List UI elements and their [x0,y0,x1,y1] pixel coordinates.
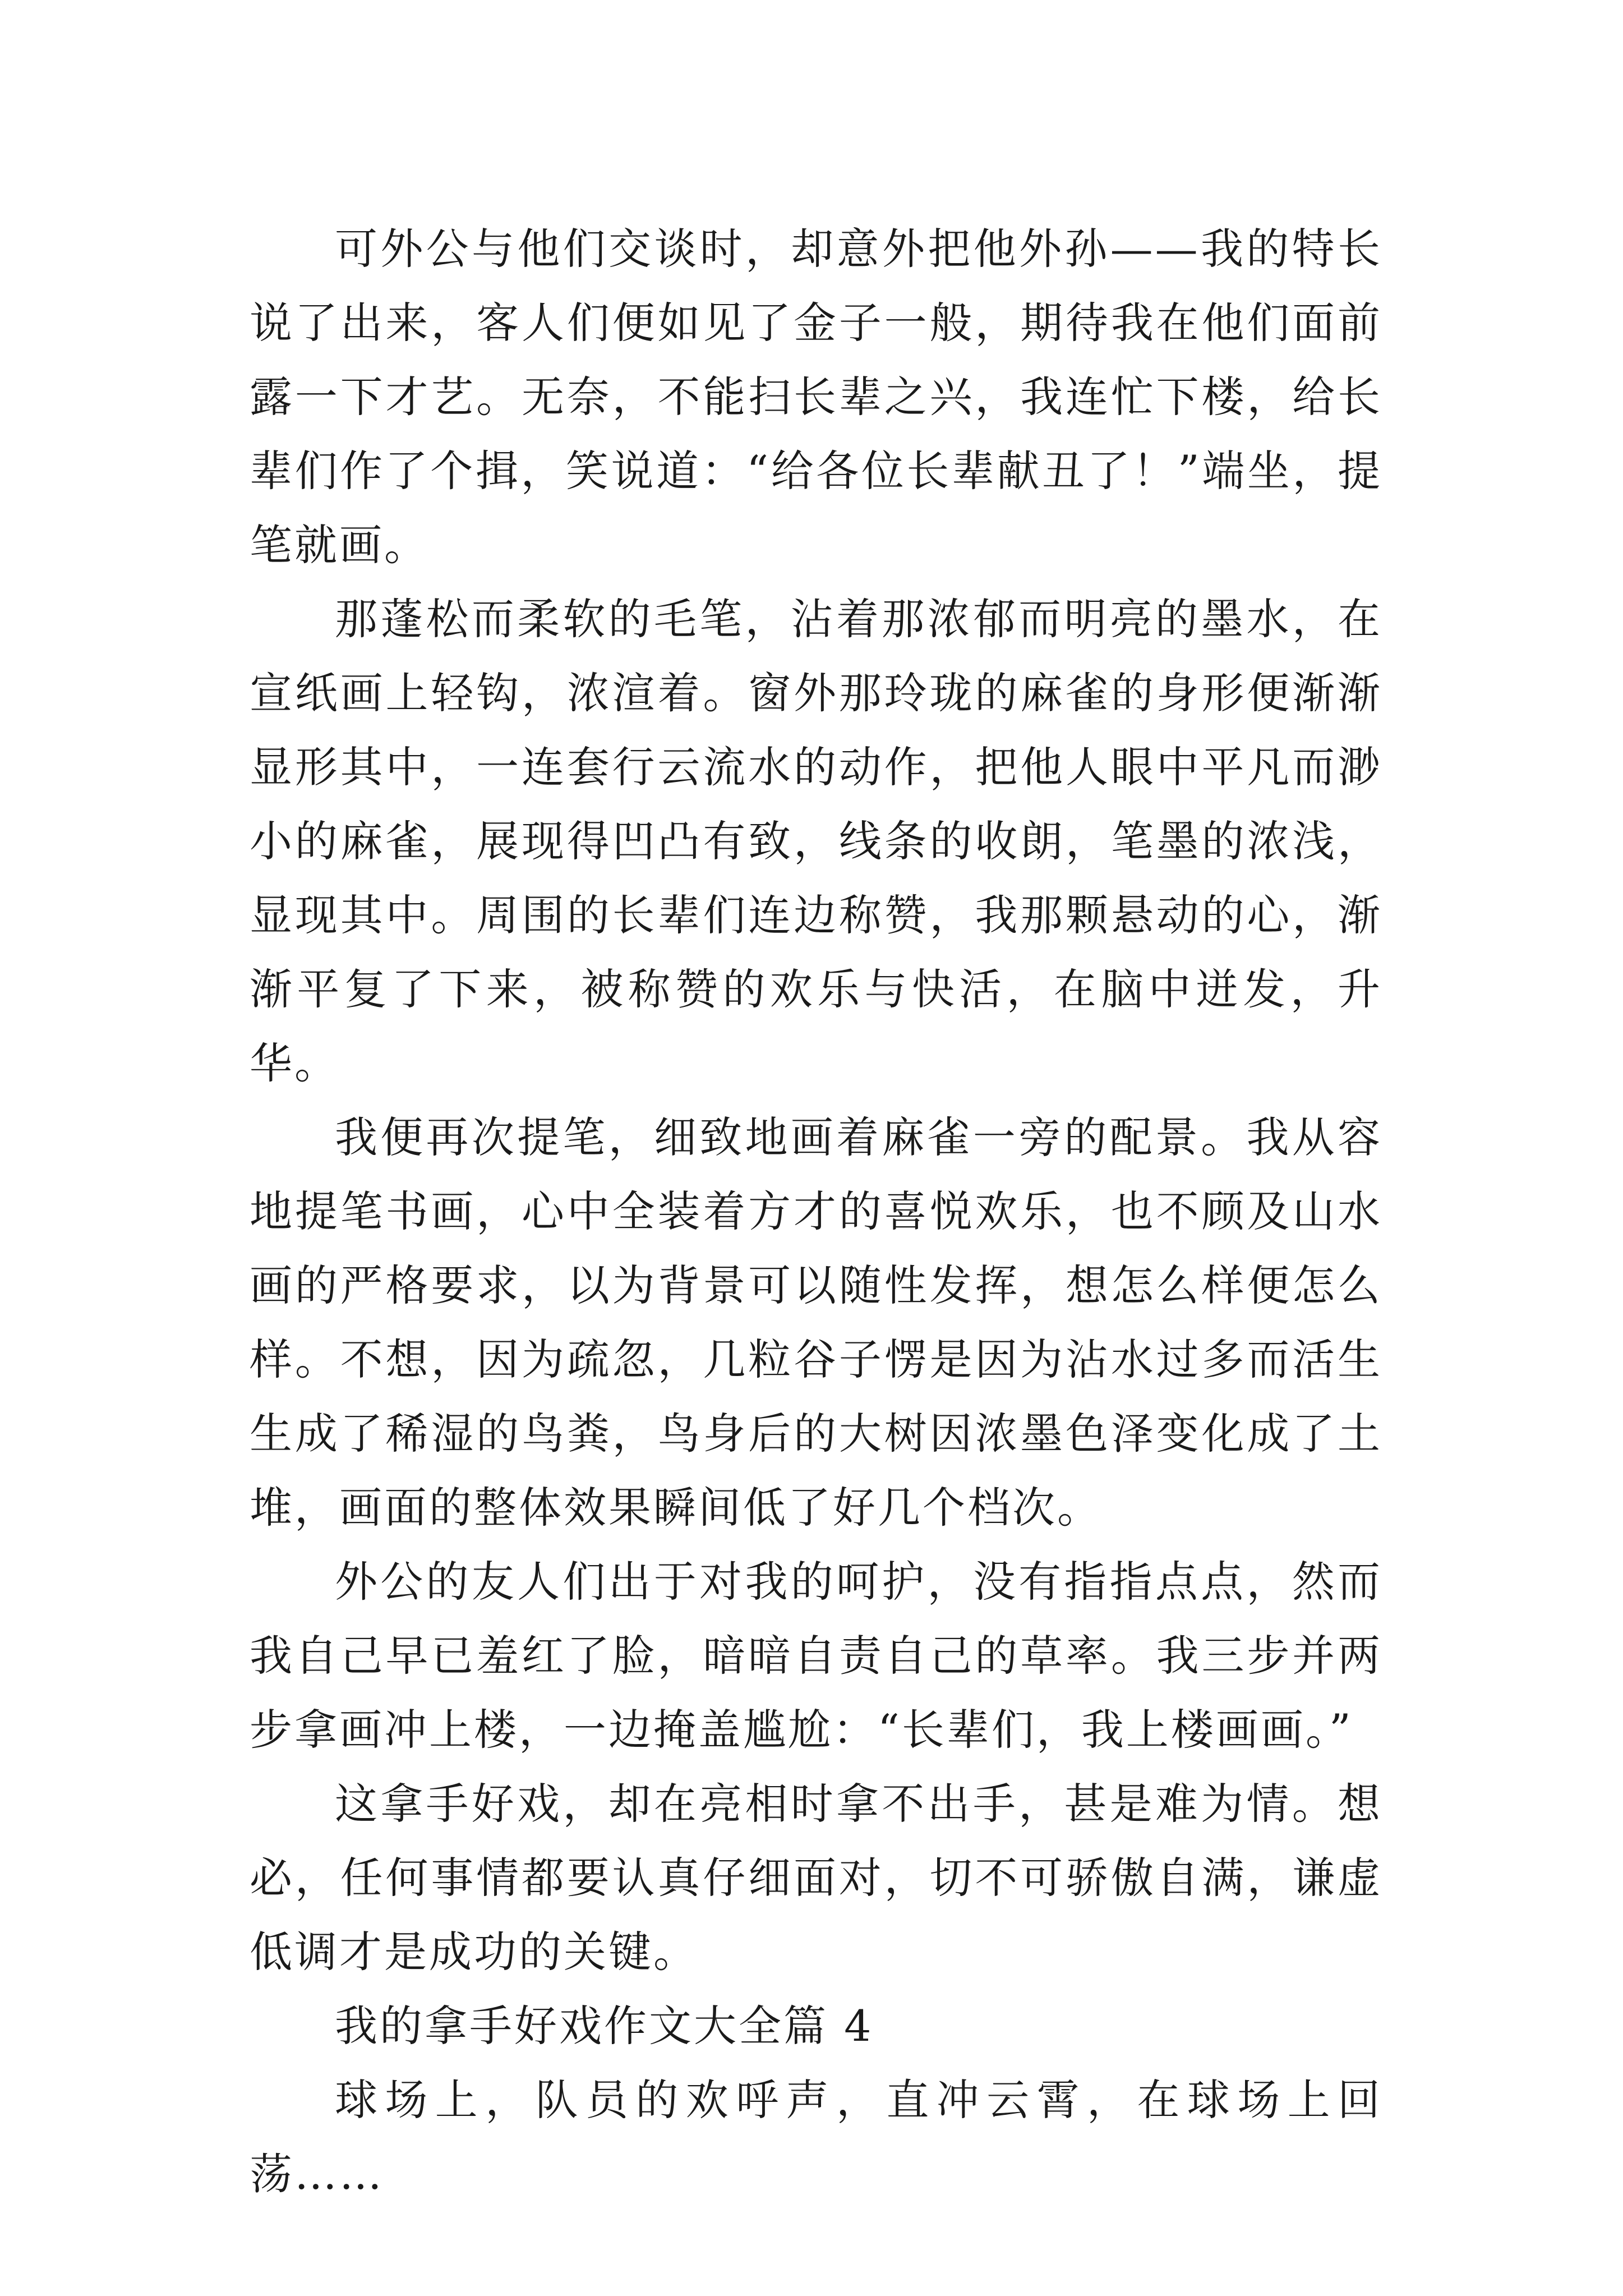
paragraph: 那蓬松而柔软的毛笔，沾着那浓郁而明亮的墨水，在宣纸画上轻钩，浓渲着。窗外那玲珑的麻雀的身形便渐渐显形其中，一连套行云流水的动作，把他人眼中平凡而渺小的麻雀，展现得凹凸有致，线条的收朗，笔墨的浓浅，显现其中。周围的长辈们连边称赞，我那颗悬动的心，渐渐平复了下来，被称赞的欢乐与快活，在脑中迸发，升华。 [250,594,1382,1088]
paragraph: 球场上，队员的欢呼声，直冲云霄，在球场上回荡…… [250,2075,1382,2199]
section-heading: 我的拿手好戏作文大全篇 4 [335,2001,874,2051]
paragraph: 我便再次提笔，细致地画着麻雀一旁的配景。我从容地提笔书画，心中全装着方才的喜悦欢乐，也不顾及山水画的严格要求，以为背景可以随性发挥，想怎么样便怎么样。不想，因为疏忽，几粒谷子愣是因为沾水过多而活生生成了稀湿的鸟粪，鸟身后的大树因浓墨色泽变化成了土堆，画面的整体效果瞬间低了好几个档次。 [250,1112,1382,1533]
paragraph: 外公的友人们出于对我的呵护，没有指指点点，然而我自己早已羞红了脸，暗暗自责自己的草率。我三步并两步拿画冲上楼，一边掩盖尴尬：“长辈们，我上楼画画。” [250,1557,1382,1755]
paragraph: 可外公与他们交谈时，却意外把他外孙——我的特长说了出来，客人们便如见了金子一般，期待我在他们面前露一下才艺。无奈，不能扫长辈之兴，我连忙下楼，给长辈们作了个揖，笑说道：“给各位长辈献丑了！”端坐，提笔就画。 [250,224,1382,570]
document-body [250,212,1382,2211]
paragraph: 这拿手好戏，却在亮相时拿不出手，甚是难为情。想必，任何事情都要认真仔细面对，切不可骄傲自满，谦虚低调才是成功的关键。 [250,1779,1382,1977]
